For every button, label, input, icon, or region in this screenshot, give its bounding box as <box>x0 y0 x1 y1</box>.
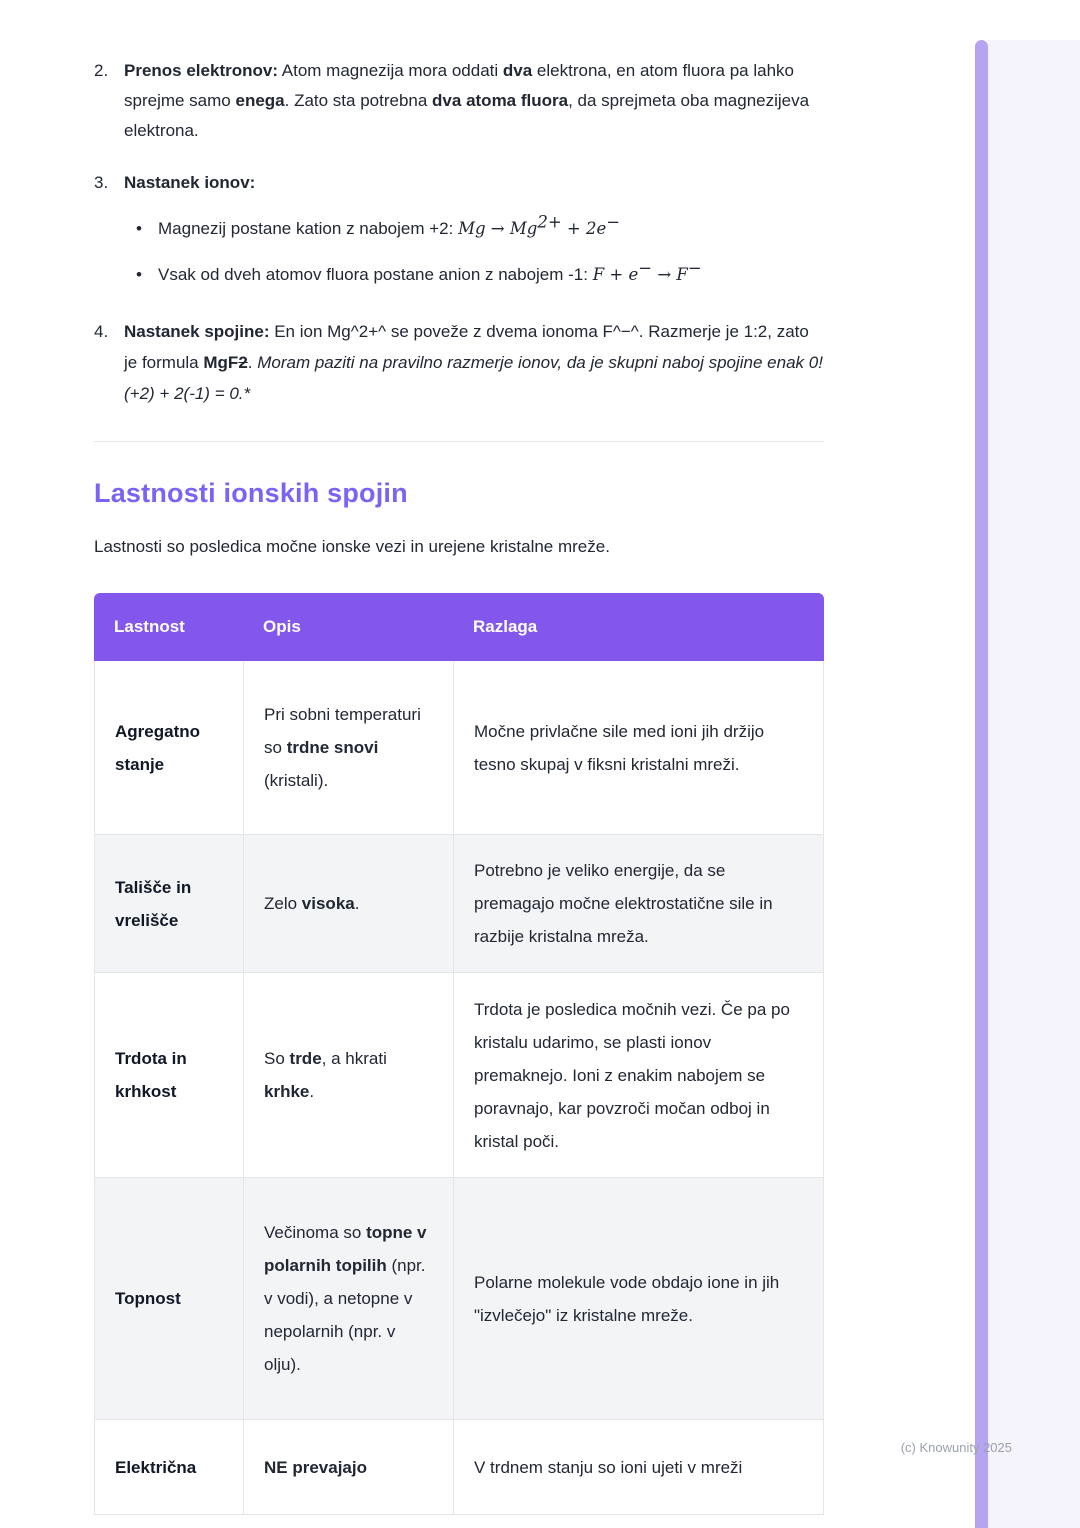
cell-lastnost: Agregatno stanje <box>94 661 243 835</box>
list-number: 3. <box>94 173 109 192</box>
list-item-text: Prenos elektronov: Atom magnezija mora oddati dva elektrona, en atom fluora pa lahko sprejme samo enega. Zato sta potrebna dva atoma fluora, da sprejmeta oba magnezijeva elektrona. <box>124 61 810 140</box>
scrollbar[interactable] <box>975 40 988 1528</box>
table-row <box>94 835 824 973</box>
table-row <box>94 1178 824 1420</box>
watermark: (c) Knowunity 2025 <box>900 1440 1012 1455</box>
cell-opis: So trde, a hkrati krhke. <box>243 973 453 1178</box>
section-divider <box>94 441 824 442</box>
cell-lastnost: Trdota in krhkost <box>94 973 243 1178</box>
list-item-2 <box>94 56 824 146</box>
list-item-3 <box>94 168 824 290</box>
bullet-item <box>136 260 824 290</box>
cell-razlaga: Močne privlačne sile med ioni jih držijo tesno skupaj v fiksni kristalni mreži. <box>453 661 824 835</box>
table-row <box>94 973 824 1178</box>
right-side-panel <box>988 40 1080 1528</box>
col-header-lastnost: Lastnost <box>94 593 243 661</box>
cell-lastnost: Tališče in vrelišče <box>94 835 243 973</box>
cell-opis: Pri sobni temperaturi so trdne snovi (kristali). <box>243 661 453 835</box>
table-header-row <box>94 593 824 661</box>
col-header-razlaga: Razlaga <box>453 593 824 661</box>
cell-opis: NE prevajajo <box>243 1420 453 1515</box>
properties-table <box>94 593 824 1515</box>
table-row <box>94 661 824 835</box>
cell-razlaga: Trdota je posledica močnih vezi. Če pa po kristalu udarimo, se plasti ionov premaknejo. Ioni z enakim nabojem se poravnajo, kar povzroči močan odboj in kristal poči. <box>453 973 824 1178</box>
list-item-title: Nastanek ionov: <box>124 173 256 192</box>
col-header-opis: Opis <box>243 593 453 661</box>
list-item-text <box>124 168 824 290</box>
section-heading: Lastnosti ionskih spojin <box>94 478 408 508</box>
bullet-text: Magnezij postane kation z nabojem +2: $Mg \to Mg^{2+} + 2e^-$ <box>158 212 621 238</box>
bullet-text: Vsak od dveh atomov fluora postane anion z nabojem -1: F + e− → F− <box>158 258 702 284</box>
bullet-item <box>136 214 824 244</box>
list-item-4 <box>94 316 824 409</box>
cell-lastnost: Električna <box>94 1420 243 1515</box>
bullet-list <box>124 214 824 290</box>
cell-lastnost: Topnost <box>94 1178 243 1420</box>
list-item-text: Nastanek spojine: En ion Mg^2+^ se poveže z dvema ionoma F^−^. Razmerje je 1:2, zato je formula MgF2. Moram paziti na pravilno razmerje ionov, da je skupni naboj spojine enak 0! (+2) + 2(-1) = 0.* <box>124 322 823 403</box>
bullet-icon <box>136 214 158 244</box>
list-number: 2. <box>94 61 109 80</box>
list-number: 4. <box>94 322 109 341</box>
document-content <box>94 56 824 1515</box>
cell-razlaga: Polarne molekule vode obdajo ione in jih "izvlečejo" iz kristalne mreže. <box>453 1178 824 1420</box>
table-row <box>94 1420 824 1515</box>
bullet-icon <box>136 260 158 290</box>
cell-razlaga: V trdnem stanju so ioni ujeti v mreži <box>453 1420 824 1515</box>
intro-paragraph: Lastnosti so posledica močne ionske vezi in urejene kristalne mreže. <box>94 537 610 556</box>
cell-opis: Zelo visoka. <box>243 835 453 973</box>
cell-opis: Večinoma so topne v polarnih topilih (npr. v vodi), a netopne v nepolarnih (npr. v olju). <box>243 1178 453 1420</box>
cell-razlaga: Potrebno je veliko energije, da se premagajo močne elektrostatične sile in razbije kristalna mreža. <box>453 835 824 973</box>
